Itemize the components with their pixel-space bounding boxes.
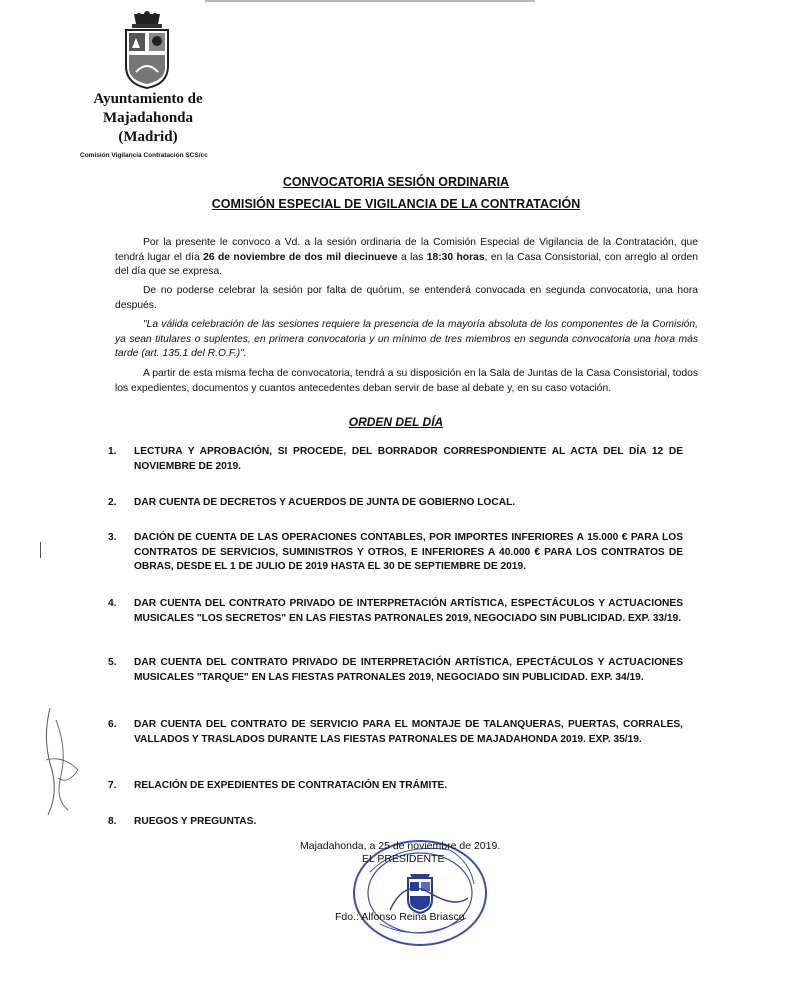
municipality-line-2: Majadahonda (102, 110, 194, 126)
document-title: CONVOCATORIA SESIÓN ORDINARIA (282, 175, 510, 189)
margin-mark (40, 542, 41, 558)
convocation-paragraph (115, 236, 698, 280)
agenda-item (108, 496, 683, 511)
agenda-item-text: DAR CUENTA DEL CONTRATO PRIVADO DE INTERPRETACIÓN ARTÍSTICA, ESPECTÁCULOS Y ACTUACIONES MUSICALES "LOS SECRETOS" EN LAS FIESTAS PATRONALES 2019, NEGOCIADO SIN PUBLICIDAD. EXP. 33/19. (134, 598, 683, 624)
coat-of-arms-icon (112, 10, 182, 90)
agenda-item (108, 718, 683, 747)
p1-text-b: a las (397, 251, 427, 263)
quorum-paragraph: De no poderse celebrar la sesión por falta de quórum, se entenderá convocada en segunda convocatoria, una hora después. (115, 285, 698, 311)
meeting-time: 18:30 horas (426, 251, 485, 263)
document-subtitle: COMISIÓN ESPECIAL DE VIGILANCIA DE LA CONTRATACIÓN (211, 197, 581, 211)
agenda-item (108, 656, 683, 685)
place-and-date: Majadahonda, a 25 de noviembre de 2019. (300, 840, 501, 852)
p1-text-c: , en la Casa Consistorial, con arreglo al orden del día que se expresa. (115, 251, 698, 277)
agenda-item (108, 779, 683, 794)
p1-text-a: Por la presente le convoco a Vd. a la sesión ordinaria de la Comisión Especial de Vigilancia de la Contratación, que tendrá lugar el día (115, 237, 698, 263)
agenda-item-number: 2. (108, 497, 117, 508)
municipality-name (68, 90, 228, 147)
documents-paragraph: A partir de esta misma fecha de convocatoria, tendrá a su disposición en la Sala de Juntas de la Casa Consistorial, todos los expedientes, documentos y cuantos antecedentes deban servir de base al debate y, en su caso votación. (115, 368, 698, 394)
agenda-item (108, 445, 683, 474)
agenda-item-text: LECTURA Y APROBACIÓN, SI PROCEDE, DEL BORRADOR CORRESPONDIENTE AL ACTA DEL DÍA 12 DE NOVIEMBRE DE 2019. (134, 446, 683, 472)
legal-quote-paragraph: "La válida celebración de las sesiones requiere la presencia de la mayoría absoluta de los componentes de la Comisión, ya sean titulares o suplentes, en primera convocatoria y un mínimo de tres miembros en segunda convocatoria una hora más tarde (art. 135.1 del R.O.F.)". (115, 319, 698, 359)
agenda-item-number: 6. (108, 719, 117, 730)
agenda-item-number: 8. (108, 816, 117, 827)
agenda-item-number: 5. (108, 657, 117, 668)
agenda-item-number: 7. (108, 780, 117, 791)
signatory-role: EL PRESIDENTE (362, 853, 445, 865)
agenda-item-text: RELACIÓN DE EXPEDIENTES DE CONTRATACIÓN EN TRÁMITE. (134, 780, 448, 791)
agenda-item-text: DAR CUENTA DEL CONTRATO DE SERVICIO PARA EL MONTAJE DE TALANQUERAS, PUERTAS, CORRALES, VALLADOS Y TRASLADOS DURANTE LAS FIESTAS PATRONALES DE MAJADAHONDA 2019. EXP. 35/19. (134, 719, 683, 745)
agenda-item-text: DACIÓN DE CUENTA DE LAS OPERACIONES CONTABLES, POR IMPORTES INFERIORES A 15.000 € PARA LOS CONTRATOS DE SERVICIOS, SUMINISTROS Y OTROS, E INFERIORES A 40.000 € PARA LOS CONTRATOS DE OBRAS, DESDE EL 1 DE JULIO DE 2019 HASTA EL 30 DE SEPTIEMBRE DE 2019. (134, 532, 683, 572)
municipality-line-3: (Madrid) (118, 129, 178, 145)
agenda-item (108, 597, 683, 626)
agenda-item (108, 531, 683, 575)
municipality-line-1: Ayuntamiento de (93, 91, 203, 107)
department-reference: Comisión Vigilancia Contratación SCS/cc (80, 152, 208, 159)
agenda-item-number: 4. (108, 598, 117, 609)
agenda-heading: ORDEN DEL DÍA (348, 415, 444, 429)
agenda-item-number: 1. (108, 446, 117, 457)
agenda-item-text: DAR CUENTA DEL CONTRATO PRIVADO DE INTERPRETACIÓN ARTÍSTICA, EPECTÁCULOS Y ACTUACIONES MUSICALES "TARQUE" EN LAS FIESTAS PATRONALES 2019, NEGOCIADO SIN PUBLICIDAD. EXP. 34/19. (134, 657, 683, 683)
agenda-item-number: 3. (108, 532, 117, 543)
meeting-date: 26 de noviembre de dos mil diecinueve (203, 251, 398, 263)
agenda-item (108, 815, 683, 830)
margin-signature-icon (38, 700, 98, 820)
signatory-name: Fdo.: Alfonso Reina Briasco (335, 911, 465, 923)
agenda-item-text: DAR CUENTA DE DECRETOS Y ACUERDOS DE JUNTA DE GOBIERNO LOCAL. (134, 497, 516, 508)
agenda-item-text: RUEGOS Y PREGUNTAS. (134, 816, 257, 827)
scan-edge-mark (205, 0, 535, 2)
